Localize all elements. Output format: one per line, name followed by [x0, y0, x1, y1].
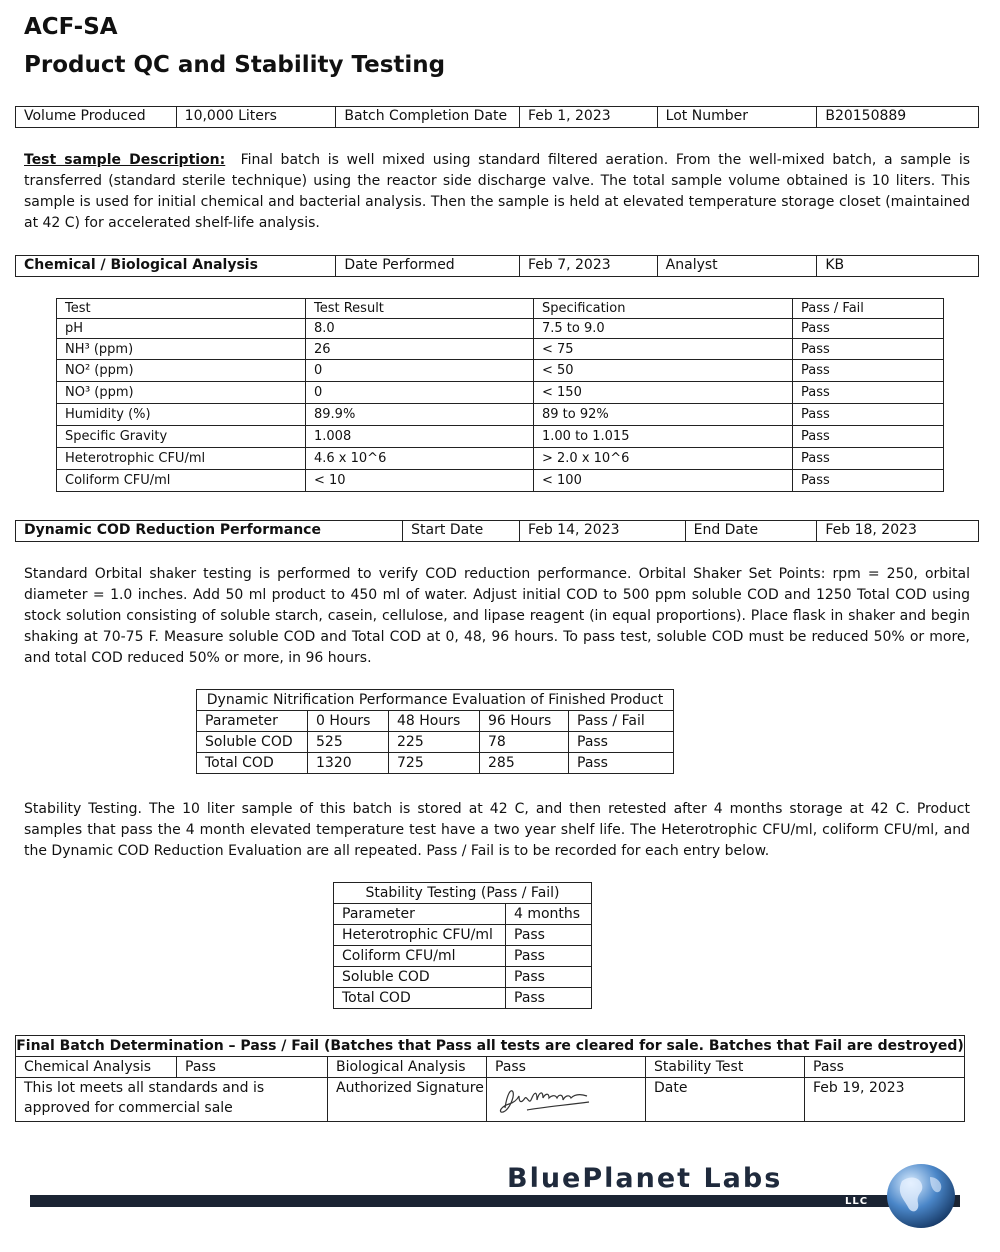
approval-statement: This lot meets all standards and is approved for commercial sale	[16, 1078, 328, 1122]
lot-number-value: B20150889	[825, 108, 907, 124]
table-cell: 89.9%	[306, 404, 534, 426]
table-cell: Total COD	[334, 988, 506, 1009]
table-cell: 7.5 to 9.0	[534, 319, 793, 339]
table-cell: Coliform CFU/ml	[334, 946, 506, 967]
table-row	[334, 946, 592, 967]
table-cell: 0	[306, 360, 534, 382]
table-header-cell: Pass / Fail	[569, 711, 674, 732]
table-cell: 89 to 92%	[534, 404, 793, 426]
table-cell: < 10	[306, 470, 534, 492]
table-header-cell: 0 Hours	[308, 711, 389, 732]
table-row	[334, 988, 592, 1009]
table-cell: NH³ (ppm)	[57, 339, 306, 360]
table-row	[57, 360, 944, 382]
table-row	[57, 404, 944, 426]
table-cell: Specific Gravity	[57, 426, 306, 448]
bio-analysis-label: Biological Analysis	[328, 1057, 487, 1078]
table-cell: NO² (ppm)	[57, 360, 306, 382]
table-row	[197, 711, 674, 732]
table-header-cell: Pass / Fail	[793, 299, 944, 319]
analyst-label: Analyst	[658, 256, 818, 276]
table-row	[57, 382, 944, 404]
stability-test-label: Stability Test	[646, 1057, 805, 1078]
document-subtitle: Product QC and Stability Testing	[24, 52, 446, 78]
date-value: Feb 19, 2023	[805, 1078, 965, 1122]
table-cell: 78	[480, 732, 569, 753]
table-cell: Pass	[793, 319, 944, 339]
table-row	[334, 883, 592, 904]
table-row	[57, 448, 944, 470]
signature-label: Authorized Signature	[328, 1078, 487, 1122]
stability-table	[333, 882, 592, 1009]
final-caption: Final Batch Determination – Pass / Fail (Batches that Pass all tests are cleared for sale. Batches that Fail are destroyed)	[16, 1036, 965, 1057]
table-cell: 1.008	[306, 426, 534, 448]
table-cell: 8.0	[306, 319, 534, 339]
table-row	[16, 1078, 965, 1122]
table-header-cell: Parameter	[197, 711, 308, 732]
table-header-cell: 48 Hours	[389, 711, 480, 732]
final-determination-table	[15, 1035, 965, 1122]
cod-header-row	[15, 520, 979, 542]
start-date-label: Start Date	[403, 521, 520, 541]
table-cell: Pass	[506, 967, 592, 988]
table-caption: Stability Testing (Pass / Fail)	[334, 883, 592, 904]
table-cell: Pass	[793, 426, 944, 448]
table-row	[57, 299, 944, 319]
table-cell: Pass	[506, 988, 592, 1009]
globe-icon	[882, 1163, 960, 1229]
table-cell: Pass	[793, 339, 944, 360]
table-cell: < 50	[534, 360, 793, 382]
analyst-value: KB	[825, 257, 845, 273]
sample-description-label: Test sample Description:	[24, 152, 226, 168]
table-caption: Dynamic Nitrification Performance Evaluation of Finished Product	[197, 690, 674, 711]
table-row	[16, 1036, 965, 1057]
table-cell: Pass	[569, 732, 674, 753]
cod-description: Standard Orbital shaker testing is performed to verify COD reduction performance. Orbital Shaker Set Points: rpm = 250, orbital diameter = 1.0 inches. Add 50 ml product to 450 ml of water. Adjust initial COD to 500 ppm soluble COD and 1250 Total COD using stock solution consisting of soluble starch, casein, cellulose, and lipase reagent (in equal proportions). Place flask in shaker and begin shaking at 70-75 F. Measure soluble COD and Total COD at 0, 48, 96 hours. To pass test, soluble COD must be reduced 50% or more, and total COD reduced 50% or more, in 96 hours.	[24, 566, 970, 666]
cod-section-title: Dynamic COD Reduction Performance	[16, 521, 403, 541]
table-cell: 285	[480, 753, 569, 774]
table-cell: Pass	[793, 448, 944, 470]
table-row	[57, 319, 944, 339]
table-row	[57, 426, 944, 448]
table-cell: Heterotrophic CFU/ml	[334, 925, 506, 946]
table-cell: Pass	[793, 470, 944, 492]
company-logo-suffix: LLC	[845, 1196, 869, 1207]
stability-test-value: Pass	[805, 1057, 965, 1078]
stability-description: Stability Testing. The 10 liter sample of this batch is stored at 42 C, and then retested after 4 months storage at 42 C. Product samples that pass the 4 month elevated temperature test have a two year shelf life. The Heterotrophic CFU/ml, coliform CFU/ml, and the Dynamic COD Reduction Evaluation are all repeated. Pass / Fail is to be recorded for each entry below.	[24, 801, 970, 859]
table-row	[334, 904, 592, 925]
chem-analysis-label: Chemical Analysis	[16, 1057, 177, 1078]
completion-date-value: Feb 1, 2023	[520, 107, 658, 127]
table-header-cell: Test	[57, 299, 306, 319]
table-row	[57, 339, 944, 360]
batch-header-row	[15, 106, 979, 128]
table-header-cell: Test Result	[306, 299, 534, 319]
table-cell: < 100	[534, 470, 793, 492]
chem-table	[56, 298, 944, 492]
table-cell: Pass	[793, 404, 944, 426]
table-cell: Total COD	[197, 753, 308, 774]
table-cell: 0	[306, 382, 534, 404]
table-row	[197, 753, 674, 774]
table-cell: Pass	[506, 925, 592, 946]
table-cell: 225	[389, 732, 480, 753]
sample-description	[24, 150, 970, 234]
sample-description-text: Final batch is well mixed using standard filtered aeration. From the well-mixed batch, a sample is transferred (standard sterile technique) using the reactor side discharge valve. The total sample volume obtained is 10 liters. This sample is used for initial chemical and bacterial analysis. Then the sample is held at elevated temperature storage closet (maintained at 42 C) for accelerated shelf-life analysis.	[24, 152, 970, 231]
table-cell: < 75	[534, 339, 793, 360]
table-cell: Heterotrophic CFU/ml	[57, 448, 306, 470]
handwritten-signature	[497, 1082, 597, 1120]
table-cell: 4.6 x 10^6	[306, 448, 534, 470]
nitrification-table	[196, 689, 674, 774]
end-date-label: End Date	[686, 521, 818, 541]
table-cell: 1320	[308, 753, 389, 774]
table-cell: < 150	[534, 382, 793, 404]
table-cell: Humidity (%)	[57, 404, 306, 426]
table-cell: 525	[308, 732, 389, 753]
lot-number-label: Lot Number	[658, 107, 818, 127]
table-cell: 725	[389, 753, 480, 774]
chem-section-title: Chemical / Biological Analysis	[16, 256, 336, 276]
table-cell: 26	[306, 339, 534, 360]
table-header-cell: Specification	[534, 299, 793, 319]
chem-header-row	[15, 255, 979, 277]
table-cell: Soluble COD	[197, 732, 308, 753]
table-cell: Pass	[569, 753, 674, 774]
table-cell: 1.00 to 1.015	[534, 426, 793, 448]
table-cell: Pass	[793, 360, 944, 382]
bio-analysis-value: Pass	[487, 1057, 646, 1078]
table-cell: Soluble COD	[334, 967, 506, 988]
date-performed-value: Feb 7, 2023	[520, 256, 658, 276]
table-header-cell: 4 months	[506, 904, 592, 925]
table-row	[16, 1057, 965, 1078]
table-row	[197, 732, 674, 753]
logo-bar	[30, 1195, 960, 1207]
end-date-value: Feb 18, 2023	[825, 522, 917, 538]
volume-value: 10,000 Liters	[177, 107, 337, 127]
table-cell: Pass	[793, 382, 944, 404]
table-cell: NO³ (ppm)	[57, 382, 306, 404]
table-row	[57, 470, 944, 492]
date-performed-label: Date Performed	[336, 256, 520, 276]
date-label: Date	[646, 1078, 805, 1122]
table-cell: pH	[57, 319, 306, 339]
table-header-cell: 96 Hours	[480, 711, 569, 732]
chem-analysis-value: Pass	[177, 1057, 328, 1078]
table-cell: > 2.0 x 10^6	[534, 448, 793, 470]
company-logo-text: BluePlanet Labs	[507, 1163, 783, 1194]
volume-label: Volume Produced	[16, 107, 177, 127]
table-row	[197, 690, 674, 711]
table-cell: Pass	[506, 946, 592, 967]
start-date-value: Feb 14, 2023	[520, 521, 686, 541]
completion-date-label: Batch Completion Date	[336, 107, 520, 127]
table-row	[334, 967, 592, 988]
table-header-cell: Parameter	[334, 904, 506, 925]
table-cell: Coliform CFU/ml	[57, 470, 306, 492]
document-title: ACF-SA	[24, 14, 118, 40]
table-row	[334, 925, 592, 946]
